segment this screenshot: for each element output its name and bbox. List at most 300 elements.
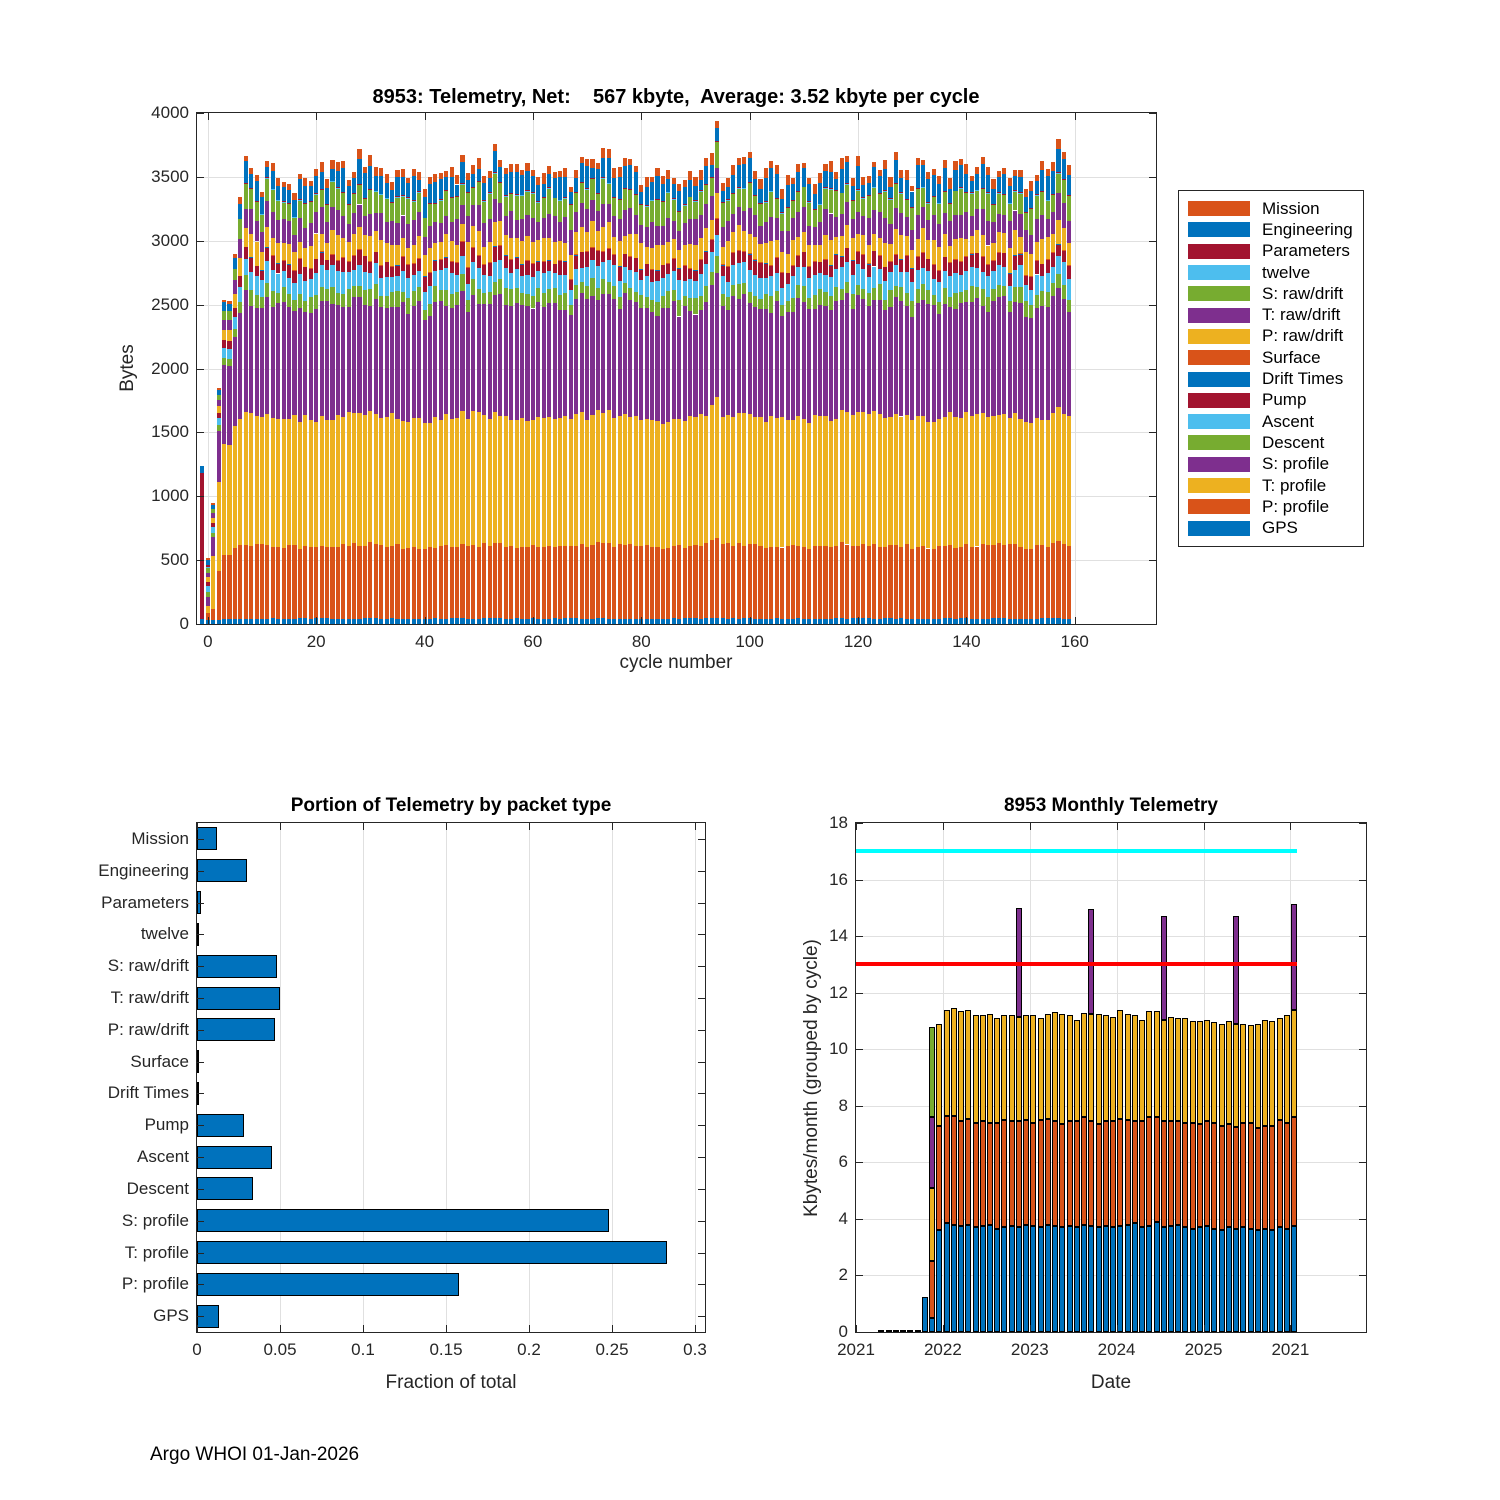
cycle-bar-segment [623, 283, 627, 293]
cycle-bar-segment [872, 167, 876, 187]
cycle-bar-segment [612, 168, 616, 178]
cycle-bar-segment [937, 619, 941, 624]
cycle-bar-segment [981, 413, 985, 544]
cycle-bar-segment [699, 260, 703, 274]
cycle-bar-segment [964, 290, 968, 302]
monthly-bar-segment [1161, 1020, 1167, 1122]
cycle-bar-segment [542, 307, 546, 418]
cycle-bar-segment [840, 214, 844, 236]
cycle-bar-segment [444, 191, 448, 217]
cycle-bar-segment [910, 230, 914, 250]
cycle-bar-segment [1035, 195, 1039, 219]
cycle-bar-segment [1013, 413, 1017, 544]
axis-tick [856, 823, 863, 824]
cycle-bar-segment [796, 237, 800, 255]
cycle-bar-segment [493, 262, 497, 282]
cycle-bar-segment [764, 203, 768, 223]
cycle-bar-segment [699, 215, 703, 238]
cycle-bar-segment [970, 176, 974, 181]
cycle-bar-segment [639, 192, 643, 203]
cycle-bar-segment [894, 160, 898, 184]
cycle-bar-segment [1008, 248, 1012, 273]
cycle-bar-segment [704, 166, 708, 185]
cycle-bar-segment [374, 263, 378, 284]
cycle-bar-segment [1002, 253, 1006, 267]
monthly-bar-segment [1248, 1229, 1254, 1332]
monthly-bar-segment [1132, 1223, 1138, 1332]
cycle-bar-segment [265, 619, 269, 624]
cycle-bar-segment [823, 235, 827, 260]
cycle-bar-segment [363, 290, 367, 306]
cycle-bar-segment [753, 307, 757, 417]
cycle-bar-segment [563, 243, 567, 261]
monthly-bar-segment [929, 1117, 935, 1188]
cycle-bar-segment [753, 196, 757, 216]
cycle-bar-segment [628, 256, 632, 270]
monthly-bar-segment [1211, 1123, 1217, 1229]
cycle-bar-segment [531, 296, 535, 309]
cycle-bar-segment [921, 160, 925, 165]
cycle-bar-segment [368, 289, 372, 306]
cycle-bar-segment [628, 190, 632, 209]
cycle-bar-segment [233, 258, 237, 269]
cycle-bar-segment [352, 234, 356, 256]
cycle-bar-segment [791, 184, 795, 200]
cycle-bar-segment [829, 214, 833, 241]
cycle-bar-segment [439, 223, 443, 242]
cycle-bar-segment [412, 220, 416, 245]
cycle-bar-segment [488, 304, 492, 419]
cycle-bar-segment [531, 242, 535, 264]
cycle-bar-segment [211, 527, 215, 533]
cycle-bar-segment [807, 178, 811, 184]
cycle-bar-segment [276, 419, 280, 546]
cycle-bar-segment [596, 410, 600, 542]
axis-tick [1149, 560, 1156, 561]
cycle-bar-segment [921, 268, 925, 285]
cycle-bar-segment [796, 172, 800, 191]
cycle-bar-segment [347, 619, 351, 624]
cycle-bar-segment [612, 619, 616, 624]
cycle-bar-segment [683, 306, 687, 421]
cycle-bar-segment [227, 366, 231, 445]
cycle-bar-segment [428, 423, 432, 547]
cycle-bar-segment [986, 312, 990, 417]
cycle-bar-segment [840, 158, 844, 169]
legend-item [1179, 454, 1363, 475]
cycle-bar-segment [742, 231, 746, 251]
cycle-bar-segment [1029, 423, 1033, 549]
cycle-bar-segment [775, 301, 779, 418]
cycle-bar-segment [428, 184, 432, 203]
cycle-bar-segment [710, 153, 714, 164]
monthly-bar-segment [1067, 1226, 1073, 1332]
cycle-bar-segment [1029, 305, 1033, 318]
cycle-bar-segment [260, 232, 264, 252]
y-tick-label: 0 [838, 1322, 848, 1341]
axis-tick [698, 839, 705, 840]
cycle-bar-segment [834, 237, 838, 254]
cycle-bar-segment [417, 191, 421, 192]
cycle-bar-segment [525, 619, 529, 624]
monthly-bar-segment [1291, 904, 1297, 1010]
axis-tick [856, 1325, 857, 1332]
cycle-bar-segment [509, 306, 513, 420]
axis-tick [856, 823, 857, 830]
cycle-bar-segment [726, 241, 730, 266]
cycle-bar-segment [309, 181, 313, 187]
cycle-bar-segment [769, 416, 773, 547]
axis-tick [943, 823, 944, 830]
cycle-bar-segment [1024, 422, 1028, 549]
y-tick-label: 18 [829, 813, 848, 832]
cycle-bar-segment [553, 264, 557, 274]
cycle-bar-segment [444, 257, 448, 268]
cycle-bar-segment [1013, 176, 1017, 191]
cycle-bar-segment [883, 160, 887, 169]
monthly-bar-segment [1023, 1015, 1029, 1120]
cycle-bar-segment [260, 197, 264, 214]
monthly-bar-segment [1277, 1120, 1283, 1228]
cycle-bar-segment [515, 618, 519, 624]
cycle-bar-segment [314, 234, 318, 259]
cycle-bar-segment [959, 188, 963, 189]
cycle-bar-segment [997, 415, 1001, 543]
cycle-bar-segment [244, 247, 248, 259]
cycle-bar-segment [704, 416, 708, 544]
cycle-bar-segment [363, 199, 367, 216]
monthly-bar-segment [1233, 1229, 1239, 1332]
cycle-bar-segment [347, 204, 351, 205]
cycle-bar-segment [265, 178, 269, 201]
cycle-bar-segment [655, 200, 659, 226]
cycle-bar-segment [932, 305, 936, 422]
legend-item [1179, 283, 1363, 304]
cycle-bar-segment [878, 193, 882, 212]
cycle-bar-segment [471, 279, 475, 296]
cycle-bar-segment [363, 216, 367, 235]
cycle-bar-segment [455, 175, 459, 185]
monthly-bar-segment [965, 1010, 971, 1119]
cycle-bar-segment [493, 222, 497, 246]
cycle-bar-segment [363, 415, 367, 546]
cycle-bar-segment [596, 163, 600, 170]
cycle-bar-segment [547, 214, 551, 238]
cycle-bar-segment [341, 294, 345, 306]
cycle-bar-segment [650, 619, 654, 624]
cycle-bar-segment [547, 619, 551, 624]
cycle-bar-segment [764, 619, 768, 624]
cycle-bar-segment [553, 419, 557, 547]
cycle-bar-segment [737, 619, 741, 624]
monthly-bar-segment [1052, 1121, 1058, 1226]
cycle-bar-segment [553, 303, 557, 419]
cycle-bar-segment [1024, 230, 1028, 252]
cycle-bar-segment [796, 267, 800, 285]
cycle-bar-segment [851, 178, 855, 186]
y-tick-label: 3000 [151, 230, 189, 250]
cycle-bar-segment [244, 228, 248, 247]
cycle-bar-segment [477, 304, 481, 412]
cycle-bar-segment [352, 543, 356, 619]
cycle-bar-segment [271, 547, 275, 619]
cycle-bar-segment [775, 165, 779, 174]
cycle-bar-segment [341, 544, 345, 618]
cycle-bar-segment [693, 298, 697, 314]
cycle-bar-segment [888, 199, 892, 223]
cycle-bar-segment [558, 619, 562, 624]
cycle-bar-segment [639, 280, 643, 295]
cycle-bar-segment [818, 222, 822, 246]
monthly-bar-segment [1269, 1230, 1275, 1332]
cycle-bar-segment [872, 288, 876, 300]
cycle-bar-segment [704, 185, 708, 205]
cycle-bar-segment [953, 548, 957, 619]
cycle-bar-segment [1013, 191, 1017, 210]
cycle-bar-segment [1002, 168, 1006, 174]
axis-tick [1359, 1332, 1366, 1333]
axis-tick [197, 1325, 198, 1332]
cycle-bar-segment [363, 618, 367, 624]
cycle-bar-segment [206, 592, 210, 597]
cycle-bar-segment [721, 306, 725, 416]
cycle-bar-segment [1067, 175, 1071, 195]
monthly-bar-segment [1023, 1120, 1029, 1225]
cycle-bar-segment [580, 227, 584, 251]
cycle-bar-segment [255, 619, 259, 624]
cycle-bar-segment [574, 170, 578, 178]
cycle-bar-segment [677, 191, 681, 211]
y-tick-label: 1500 [151, 422, 189, 442]
cycle-bar-segment [1002, 296, 1006, 414]
cycle-bar-segment [525, 294, 529, 306]
axis-tick [197, 903, 204, 904]
x-tick-label: 60 [523, 632, 543, 651]
cycle-bar-segment [498, 221, 502, 246]
monthly-bar-segment [1052, 1226, 1058, 1332]
cycle-bar-segment [1018, 193, 1022, 214]
cycle-bar-segment [818, 204, 822, 221]
cycle-bar-segment [222, 340, 226, 348]
axis-tick [1117, 1325, 1118, 1332]
cycle-bar-segment [1035, 261, 1039, 275]
cycle-bar-segment [851, 309, 855, 415]
cycle-bar-segment [829, 547, 833, 619]
cycle-bar-segment [970, 286, 974, 302]
cycle-bar-segment [498, 294, 502, 416]
cycle-bar-segment [883, 190, 887, 191]
cycle-bar-segment [899, 618, 903, 624]
cycle-bar-segment [233, 548, 237, 620]
cycle-bar-segment [379, 168, 383, 176]
cycle-bar-segment [959, 188, 963, 214]
cycle-bar-segment [260, 417, 264, 544]
cycle-bar-segment [542, 238, 546, 261]
cycle-bar-segment [417, 212, 421, 236]
cycle-bar-segment [569, 305, 573, 315]
cycle-bar-segment [314, 212, 318, 234]
cycle-bar-segment [255, 295, 259, 308]
cycle-bar-segment [374, 176, 378, 191]
cycle-bar-segment [899, 547, 903, 619]
axis-tick [856, 1219, 863, 1220]
cycle-bar-segment [298, 242, 302, 259]
cycle-bar-segment [401, 302, 405, 421]
cycle-bar-segment [498, 203, 502, 221]
cycle-bar-segment [688, 171, 692, 180]
cycle-bar-segment [780, 305, 784, 315]
cycle-bar-segment [634, 172, 638, 194]
cycle-bar-segment [282, 261, 286, 271]
monthly-bar-segment [1125, 1120, 1131, 1225]
cycle-bar-segment [206, 582, 210, 587]
cycle-bar-segment [872, 411, 876, 544]
cycle-bar-segment [379, 619, 383, 624]
monthly-bar-segment [1110, 1227, 1116, 1332]
cycle-bar-segment [493, 199, 497, 223]
cycle-bar-segment [363, 256, 367, 272]
cycle-bar-segment [655, 270, 659, 281]
cycle-bar-segment [742, 211, 746, 232]
cycle-bar-segment [970, 236, 974, 253]
cycle-bar-segment [672, 184, 676, 198]
category-label: Pump [144, 1115, 189, 1135]
cycle-bar-segment [325, 205, 329, 222]
cycle-bar-segment [991, 545, 995, 619]
cycle-bar-segment [840, 410, 844, 542]
cycle-bar-segment [953, 239, 957, 260]
cycle-bar-segment [878, 269, 882, 284]
cycle-bar-segment [1008, 301, 1012, 311]
cycle-bar-segment [298, 274, 302, 294]
cycle-bar-segment [428, 619, 432, 624]
cycle-bar-segment [271, 291, 275, 307]
cycle-bar-segment [634, 292, 638, 302]
cycle-bar-segment [937, 419, 941, 546]
cycle-bar-segment [309, 279, 313, 297]
cycle-bar-segment [498, 246, 502, 260]
monthly-bar-segment [1219, 1024, 1225, 1126]
cycle-bar-segment [590, 278, 594, 295]
cycle-bar-segment [607, 619, 611, 624]
cycle-bar-segment [715, 538, 719, 618]
cycle-bar-segment [412, 201, 416, 220]
legend-color-swatch [1188, 308, 1250, 323]
cycle-bar-segment [607, 222, 611, 248]
cycle-bar-segment [477, 169, 481, 182]
cycle-bar-segment [639, 185, 643, 193]
cycle-bar-segment [986, 175, 990, 193]
cycle-bar-segment [894, 208, 898, 229]
cycle-bar-segment [222, 300, 226, 303]
cycle-bar-segment [379, 213, 383, 240]
cycle-bar-segment [336, 187, 340, 188]
cycle-bar-segment [737, 284, 741, 299]
monthly-bar-segment [1182, 1018, 1188, 1123]
cycle-bar-segment [580, 282, 584, 293]
cycle-bar-segment [206, 577, 210, 582]
cycle-bar-segment [677, 545, 681, 619]
cycle-bar-segment [883, 281, 887, 299]
cycle-bar-segment [672, 419, 676, 546]
cycle-bar-segment [265, 227, 269, 247]
axis-tick [698, 871, 705, 872]
cycle-bar-segment [1056, 149, 1060, 173]
cycle-bar-segment [460, 155, 464, 162]
cycle-bar-segment [840, 256, 844, 267]
cycle-bar-segment [1056, 174, 1060, 194]
legend-item-label: Mission [1262, 198, 1320, 218]
cycle-bar-segment [433, 548, 437, 619]
cycle-bar-segment [991, 416, 995, 545]
cycle-bar-segment [818, 273, 822, 289]
cycle-bar-segment [655, 199, 659, 200]
cycle-bar-segment [655, 168, 659, 176]
cycle-bar-segment [813, 295, 817, 309]
cycle-bar-segment [276, 178, 280, 186]
cycle-bar-segment [845, 282, 849, 293]
cycle-bar-segment [823, 260, 827, 276]
cycle-bar-segment [666, 422, 670, 548]
cycle-bar-segment [433, 417, 437, 548]
cycle-bar-segment [959, 618, 963, 624]
cycle-bar-segment [726, 415, 730, 544]
axis-tick [856, 936, 863, 937]
axis-tick [197, 496, 204, 497]
cycle-bar-segment [1067, 243, 1071, 265]
axis-tick [698, 998, 705, 999]
cycle-bar-segment [1029, 318, 1033, 423]
cycle-bar-segment [693, 315, 697, 418]
cycle-bar-segment [249, 209, 253, 234]
cycle-bar-segment [460, 291, 464, 411]
telemetry-legend [1178, 190, 1364, 547]
cycle-bar-segment [748, 208, 752, 234]
cycle-bar-segment [612, 216, 616, 237]
cycle-bar-segment [612, 299, 616, 418]
cycle-bar-segment [303, 618, 307, 624]
x-tick-label: 0 [192, 1340, 202, 1359]
cycle-bar-segment [769, 547, 773, 619]
cycle-bar-segment [813, 184, 817, 194]
monthly-bar-segment [1248, 1123, 1254, 1229]
cycle-bar-segment [276, 201, 280, 220]
monthly-chart-title: 8953 Monthly Telemetry [1003, 795, 1219, 816]
cycle-bar-segment [558, 241, 562, 260]
axis-tick [197, 966, 204, 967]
axis-tick [698, 1253, 705, 1254]
cycle-bar-segment [932, 619, 936, 624]
cycle-bar-segment [818, 245, 822, 262]
cycle-bar-segment [867, 196, 871, 218]
cycle-bar-segment [200, 473, 204, 619]
cycle-bar-segment [320, 162, 324, 172]
cycle-bar-segment [645, 177, 649, 187]
cycle-bar-segment [851, 238, 855, 260]
cycle-bar-segment [601, 177, 605, 178]
cycle-bar-segment [1051, 162, 1055, 171]
cycle-bar-segment [856, 190, 860, 212]
cycle-bar-segment [271, 190, 275, 212]
cycle-bar-segment [905, 256, 909, 272]
cycle-bar-segment [244, 183, 248, 208]
cycle-bar-segment [916, 215, 920, 239]
cycle-bar-segment [211, 505, 215, 510]
x-tick-label: 80 [631, 632, 651, 651]
cycle-bar-segment [802, 252, 806, 267]
cycle-bar-segment [883, 191, 887, 192]
cycle-bar-segment [905, 272, 909, 293]
